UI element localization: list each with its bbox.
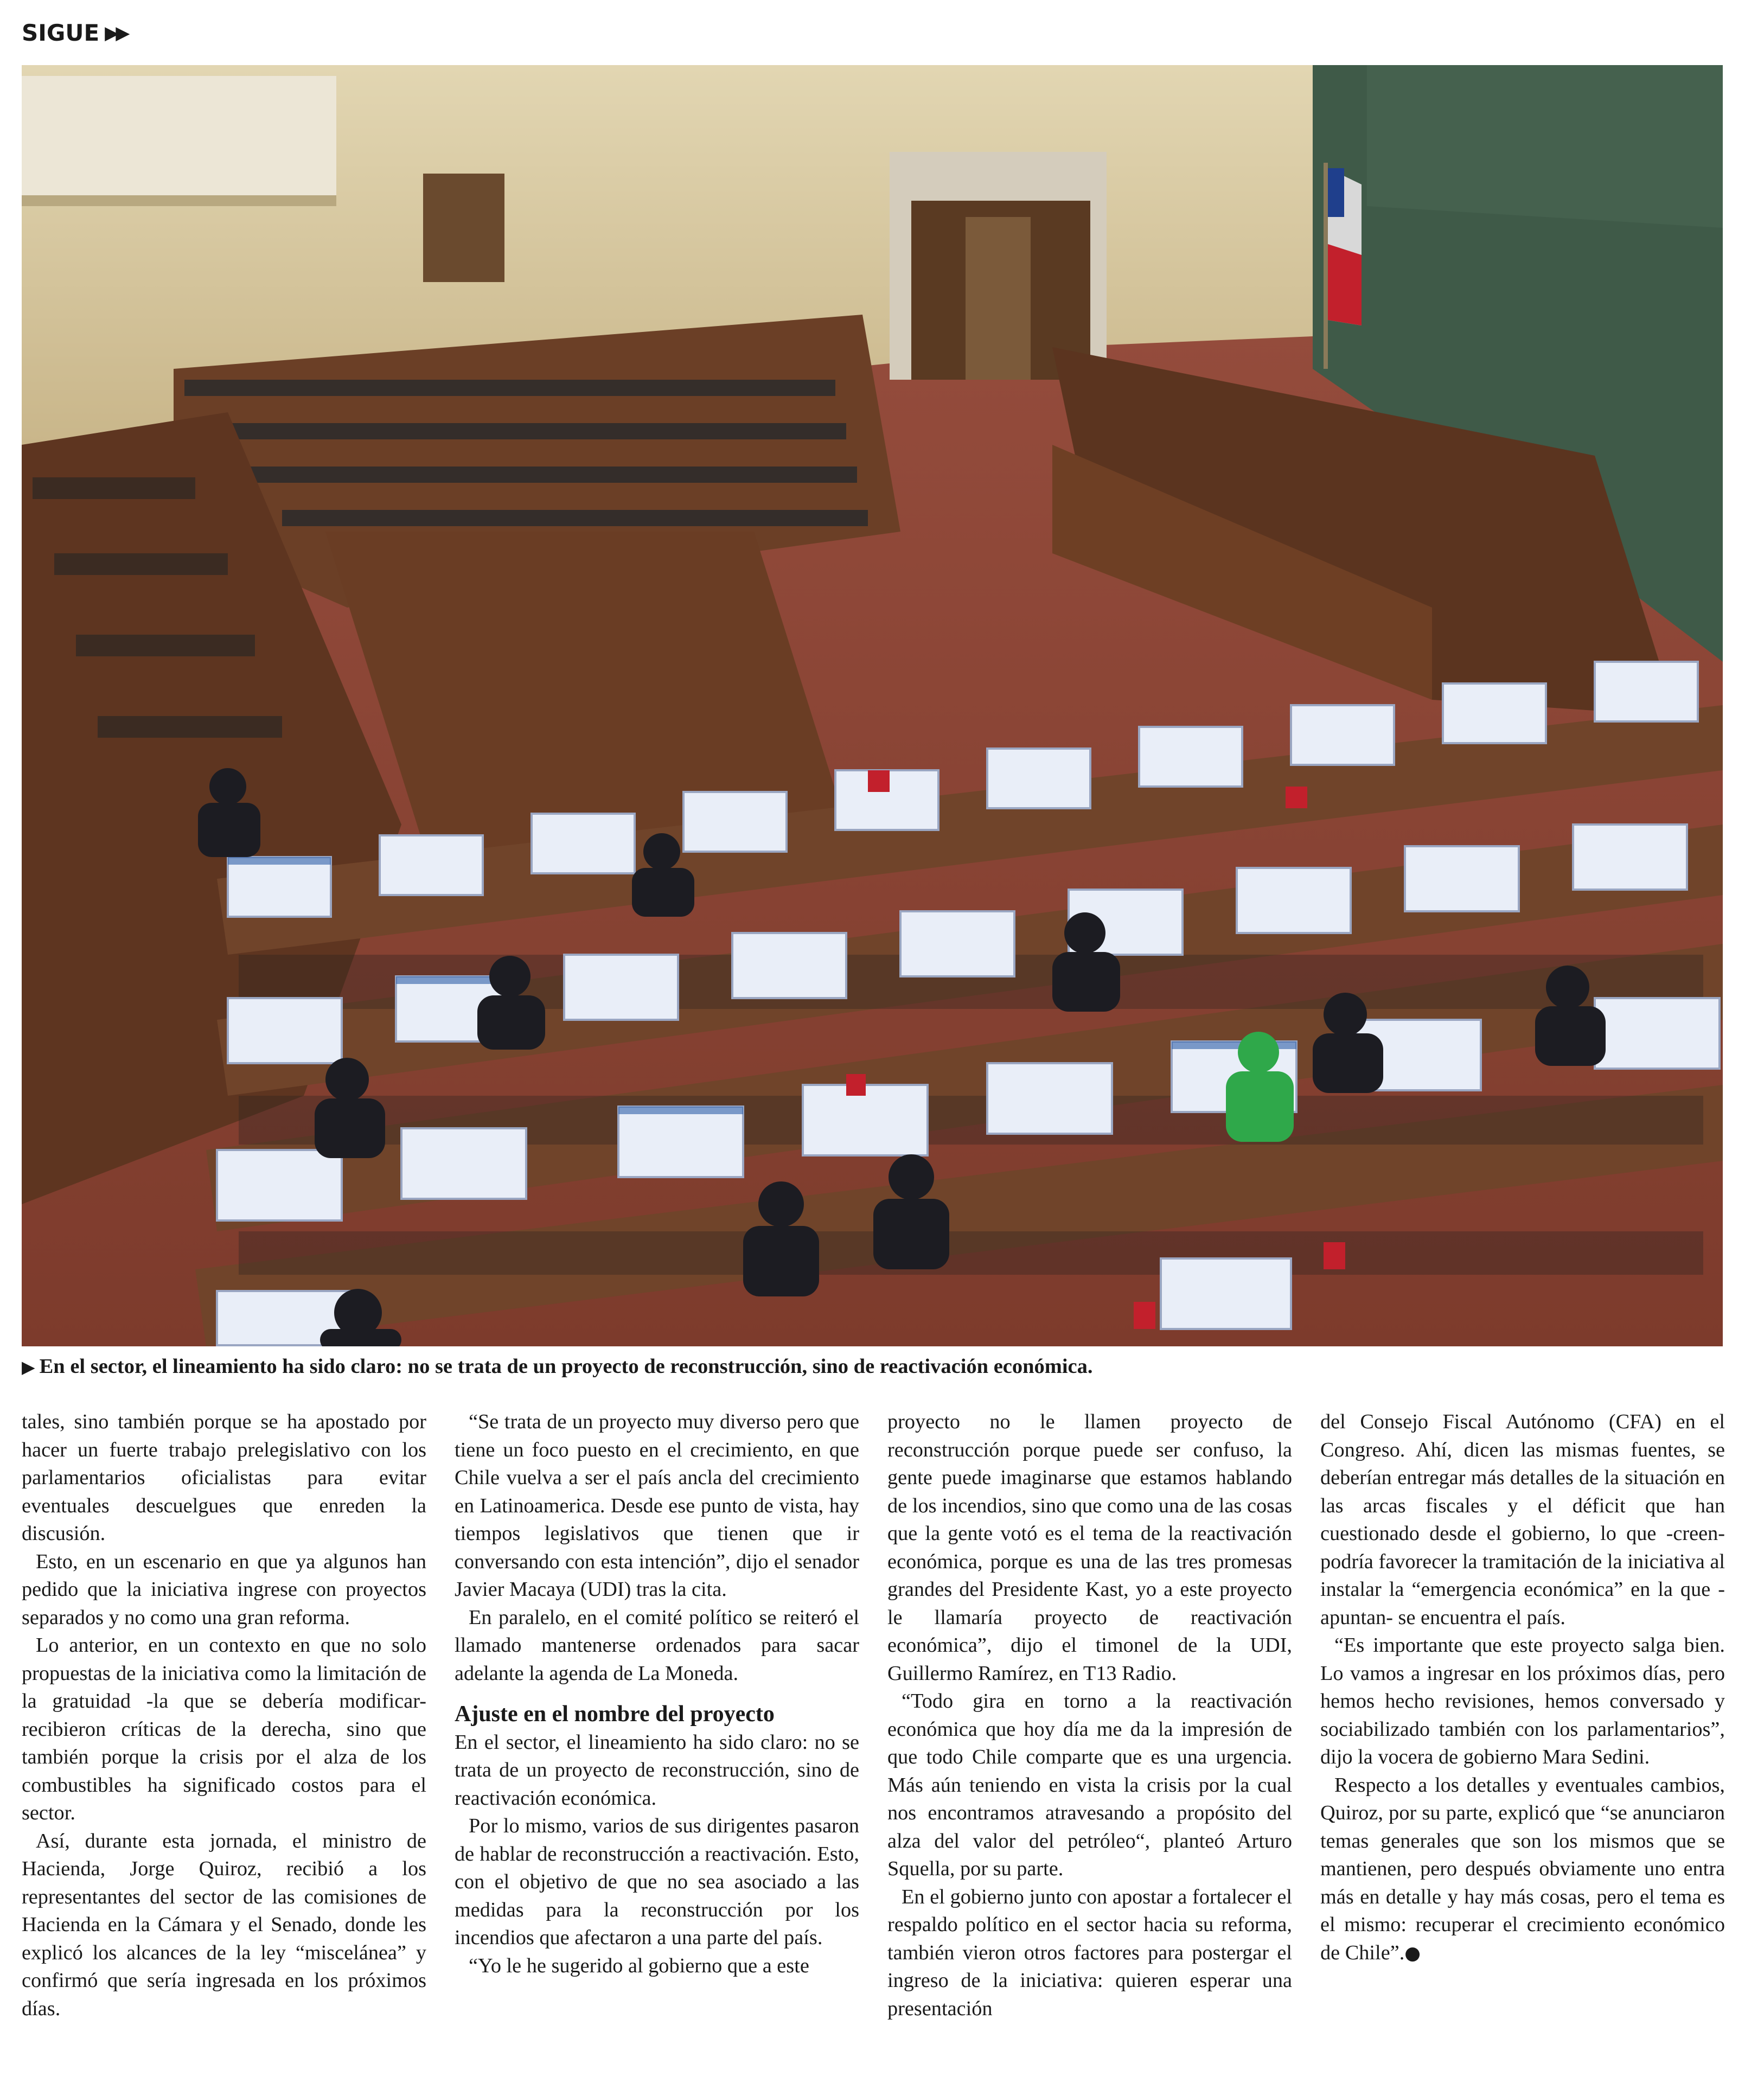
chamber-illustration <box>22 65 1723 1346</box>
paragraph: “Yo le he sugerido al gobierno que a este <box>469 1954 809 1977</box>
paragraph-text: Respecto a los detalles y eventuales cambios, Quiroz, por su parte, explicó que “se anunciaron temas generales que son los mismos que se mantienen, pero después obviamente uno entra más en detalle y hay más cosas, pero el tema es el mismo: recuperar el crecimiento económico de Chile”. <box>1320 1773 1725 1964</box>
paragraph: “Es importante que este proyecto salga bien. Lo vamos a ingresar en los próximos días, pero hemos hecho revisiones, hemos conversado y sociabilizado también con los parlamentarios”, dijo la vocera de gobierno Mara Sedini. <box>1320 1634 1725 1768</box>
continued-label <box>22 20 126 46</box>
caption-text: En el sector, el lineamiento ha sido claro: no se trata de un proyecto de reconstrucción, sino de reactivación económica. <box>39 1355 1093 1378</box>
paragraph: Lo anterior, en un contexto en que no solo propuestas de la iniciativa como la limitación de la gratuidad -la que se debería modificar- recibieron críticas de la derecha, sino que también porque la crisis por el alza de los combustibles ha significado costos para el sector. <box>22 1634 426 1824</box>
paragraph: Por lo mismo, varios de sus dirigentes pasaron de hablar de reconstrucción a reactivación. Esto, con el objetivo de que no sea asociado a las medidas para la reconstrucción por los incendios que afectaron a una parte del país. <box>455 1814 859 1949</box>
paragraph: Así, durante esta jornada, el ministro de Hacienda, Jorge Quiroz, recibió a los representantes del sector de las comisiones de Hacienda en la Cámara y el Senado, donde les explicó los alcances de la ley “miscelánea” y confirmó que sería ingresada en los próximos días. <box>22 1829 426 2020</box>
article-column-1 <box>22 1408 426 2081</box>
caption-marker-icon: ▶ <box>22 1357 35 1377</box>
paragraph <box>1320 1772 1725 1968</box>
continued-label-text: SIGUE <box>22 20 100 46</box>
double-arrow-icon: ▶▶ <box>105 22 127 44</box>
paragraph: tales, sino también porque se ha apostado por hacer un fuerte trabajo prelegislativo con los parlamentarios oficialistas para evitar eventuales descuelgues que enreden la discusión. <box>22 1410 426 1545</box>
article-column-3 <box>887 1408 1292 2081</box>
article-column-2 <box>455 1408 859 2081</box>
paragraph: En paralelo, en el comité político se reiteró el llamado mantenerse ordenados para sacar adelante la agenda de La Moneda. <box>455 1606 859 1685</box>
paragraph: “Todo gira en torno a la reactivación económica que hoy día me da la impresión de que todo Chile comparte que es una urgencia. Más aún teniendo en vista la crisis por la cual nos encontramos atravesando a propósito del alza del valor del petróleo“, planteó Arturo Squella, por su parte. <box>887 1690 1292 1880</box>
section-subheading: Ajuste en el nombre del proyecto <box>455 1702 775 1727</box>
paragraph: Esto, en un escenario en que ya algunos han pedido que la iniciativa ingrese con proyectos separados y no como una gran reforma. <box>22 1550 426 1629</box>
paragraph: En el gobierno junto con apostar a fortalecer el respaldo político en el sector hacia su reforma, también vieron otros factores para postergar el ingreso de la iniciativa: quieren esperar una presentación <box>887 1885 1292 2020</box>
chamber-photo <box>22 65 1723 1346</box>
photo-caption <box>22 1354 1723 1378</box>
article-columns <box>22 1408 1725 2081</box>
paragraph: En el sector, el lineamiento ha sido claro: no se trata de un proyecto de reconstrucción, sino de reactivación económica. <box>455 1730 859 1810</box>
paragraph: del Consejo Fiscal Autónomo (CFA) en el Congreso. Ahí, dicen las mismas fuentes, se deberían entregar más detalles de la situación en las arcas fiscales y el déficit que han cuestionado desde el gobierno, lo que -creen- podría favorecer la tramitación de la iniciativa al instalar la “emergencia económica” en la que -apuntan- se encuentra el país. <box>1320 1410 1725 1629</box>
paragraph: proyecto no le llamen proyecto de reconstrucción porque puede ser confuso, la gente puede imaginarse que estamos hablando de los incendios, sino que como una de las cosas que la gente votó es el tema de la reactivación económica, porque es una de las tres promesas grandes del Presidente Kast, yo a este proyecto le llamaría proyecto de reactivación económica”, dijo el timonel de la UDI, Guillermo Ramírez, en T13 Radio. <box>887 1410 1292 1685</box>
end-of-article-icon: ● <box>1404 1942 1421 1964</box>
article-column-4 <box>1320 1408 1725 2081</box>
paragraph: “Se trata de un proyecto muy diverso pero que tiene un foco puesto en el crecimiento, en que Chile vuelva a ser el país ancla del crecimiento en Latinoamerica. Desde ese punto de vista, hay tiempos legislativos que tienen que ir conversando con esta intención”, dijo el senador Javier Macaya (UDI) tras la cita. <box>455 1410 859 1601</box>
